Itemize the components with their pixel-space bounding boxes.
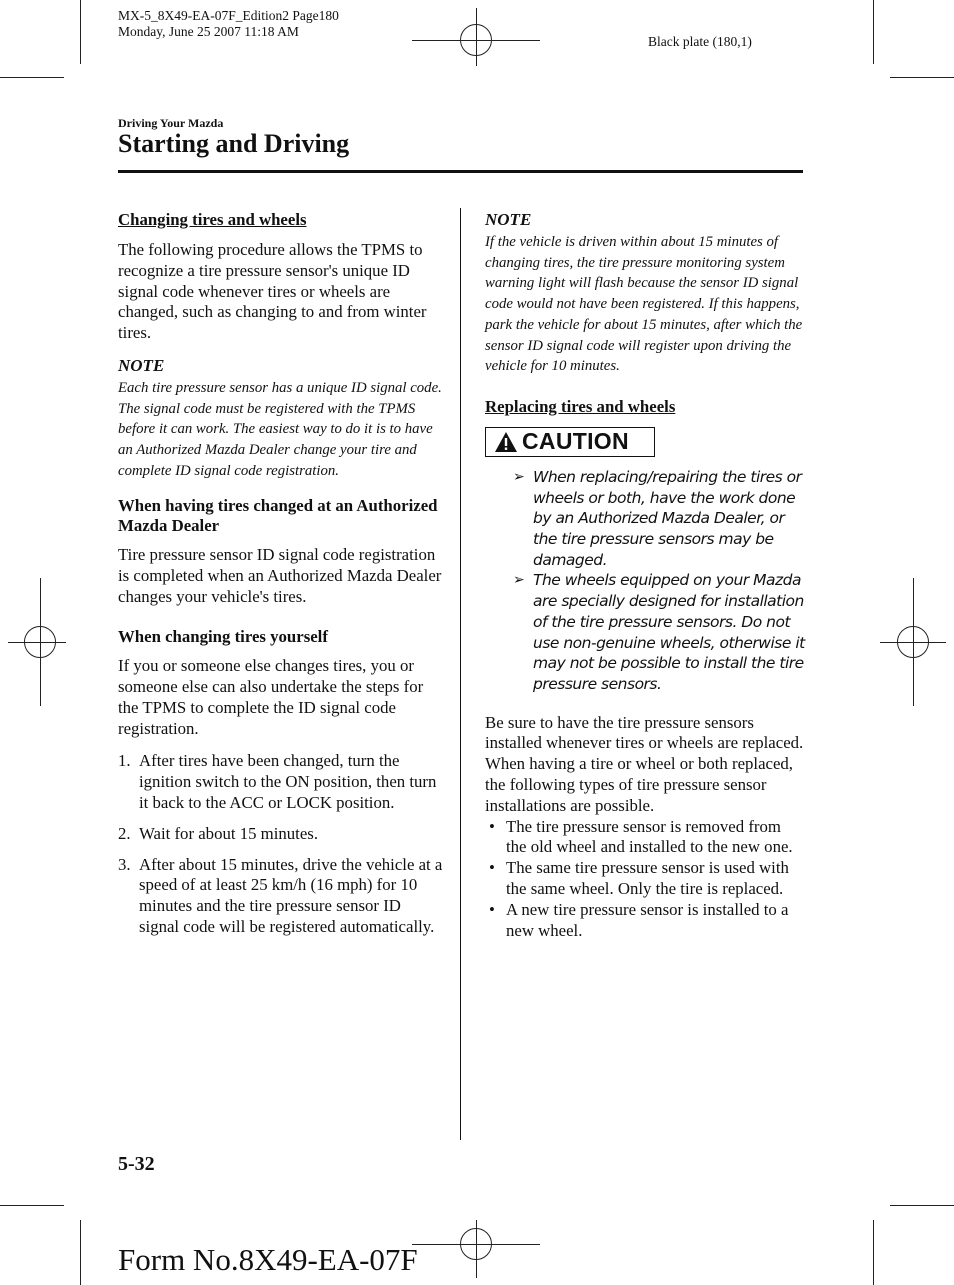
dealer-paragraph: Tire pressure sensor ID signal code registration is completed when an Authorized Mazda Dealer changes your vehicle's tires. [118,545,442,606]
step-number: 2. [118,823,131,843]
form-number: Form No.8X49-EA-07F [118,1242,418,1277]
list-item [489,816,805,859]
file-name: MX-5_8X49-EA-07F_Edition2 Page180 [118,8,339,23]
list-item-text: The same tire pressure sensor is used with the same wheel. Only the tire is replaced. [506,858,789,899]
bullet-dot-icon: • [489,858,495,878]
file-info [118,8,339,40]
step-item [118,751,443,813]
page-number: 5-32 [118,1153,155,1175]
dealer-heading: When having tires changed at an Authorized Mazda Dealer [118,495,438,536]
left-column [118,210,443,948]
changing-tires-heading: Changing tires and wheels [118,210,307,229]
list-item [489,899,805,942]
list-item-text: A new tire pressure sensor is installed to a new wheel. [506,899,789,940]
caution-item [513,467,805,571]
caution-label: CAUTION [522,428,629,455]
note-label: NOTE [485,210,532,229]
caution-list [485,467,805,695]
warning-triangle-icon [494,431,518,453]
file-date: Monday, June 25 2007 11:18 AM [118,24,299,39]
replacing-tires-heading: Replacing tires and wheels [485,396,676,416]
intro-paragraph: The following procedure allows the TPMS to recognize a tire pressure sensor's unique ID signal code whenever tires or wheels are changed, such as changing to and from winter tires. [118,240,427,343]
page-title: Starting and Driving [118,129,350,158]
caution-item [513,570,805,694]
plate-label: Black plate (180,1) [648,34,752,49]
sensor-paragraph-2: When having a tire or wheel or both replaced, the following types of tire pressure sensor installations are possible. [485,754,793,815]
self-paragraph: If you or someone else changes tires, you or someone else can also undertake the steps for the TPMS to complete the ID signal code registration. [118,656,424,738]
section-label: Driving Your Mazda [118,116,224,130]
title-rule [118,170,803,173]
list-item [489,858,805,900]
bullet-dot-icon: • [489,816,495,836]
column-divider [460,208,461,1140]
step-text: Wait for about 15 minutes. [139,823,319,843]
note-label: NOTE [118,355,165,375]
caution-box [485,427,655,457]
step-item [118,855,443,938]
procedure-steps [118,751,443,937]
arrowhead-bullet-icon: ➢ [513,468,525,485]
step-number: 1. [118,751,131,771]
self-heading: When changing tires yourself [118,627,328,647]
arrowhead-bullet-icon: ➢ [513,572,525,589]
right-column [485,210,805,941]
step-item [118,824,443,845]
caution-text: The wheels equipped on your Mazda are specially designed for installation of the tire pressure sensors. Do not use non-genuine wheels, otherwise it may not be possible to install the tire pressure sensors. [533,571,805,693]
sensor-paragraph-1: Be sure to have the tire pressure sensors installed whenever tires or wheels are replaced. [485,712,804,753]
note-text: Each tire pressure sensor has a unique ID signal code. The signal code must be registered with the TPMS before it can work. The easiest way to do it is to have an Authorized Mazda Dealer change your tire and complete ID signal code registration. [118,379,442,479]
step-number: 3. [118,854,131,874]
caution-text: When replacing/repairing the tires or wheels or both, have the work done by an Authorized Mazda Dealer, or the tire pressure sensors may be damaged. [533,467,802,569]
step-text: After tires have been changed, turn the ignition switch to the ON position, then turn it back to the ACC or LOCK position. [139,751,437,813]
step-text: After about 15 minutes, drive the vehicle at a speed of at least 25 km/h (16 mph) for 10 minutes and the tire pressure sensor ID signal code will be registered automatically. [139,854,443,937]
list-item-text: The tire pressure sensor is removed from the old wheel and installed to the new one. [506,816,793,857]
installation-types-list [485,817,805,942]
bullet-dot-icon: • [489,899,495,919]
note-text: If the vehicle is driven within about 15 minutes of changing tires, the tire pressure monitoring system warning light will flash because the sensor ID signal code would not have been registered. If this happens, park the vehicle for about 15 minutes, after which the sensor ID signal code will register upon driving the vehicle for 10 minutes. [485,234,803,375]
